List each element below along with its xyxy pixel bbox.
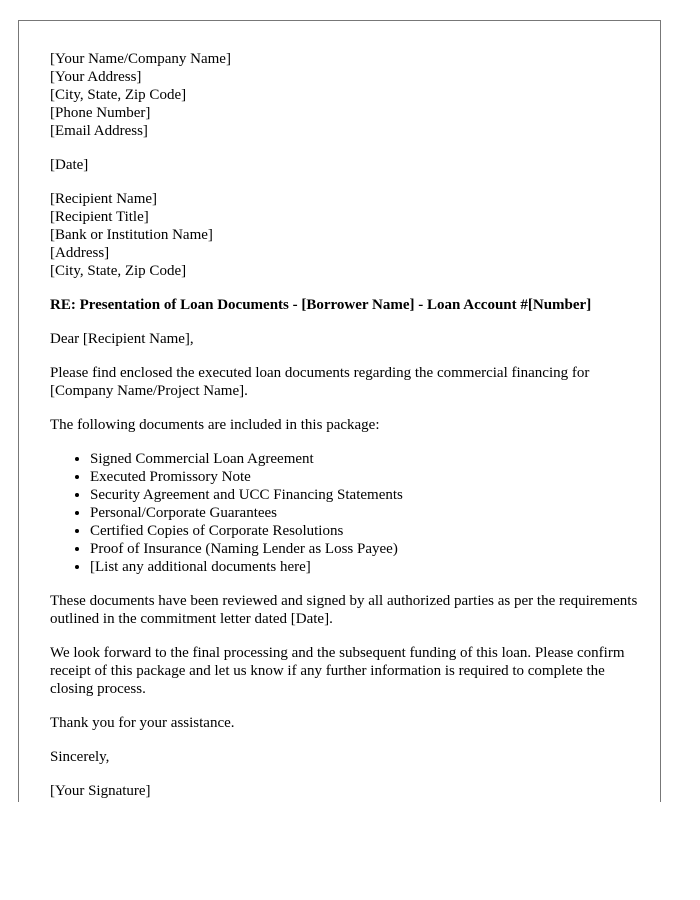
closing-line: Sincerely,: [50, 749, 110, 765]
letter-date: [Date]: [50, 157, 89, 173]
sender-block: [50, 50, 640, 140]
sender-phone: [Phone Number]: [50, 105, 151, 121]
document-list: [50, 450, 640, 576]
review-paragraph: These documents have been reviewed and signed by all authorized parties as per the requirements outlined in the commitment letter dated [Date].: [50, 593, 638, 627]
list-item: • Certified Copies of Corporate Resolutions: [90, 522, 640, 540]
letter-content: [50, 50, 640, 800]
thanks-line: Thank you for your assistance.: [50, 715, 235, 731]
recipient-institution: [Bank or Institution Name]: [50, 227, 213, 243]
list-item: • Security Agreement and UCC Financing Statements: [90, 486, 640, 504]
sender-city-state-zip: [City, State, Zip Code]: [50, 87, 187, 103]
recipient-title: [Recipient Title]: [50, 209, 149, 225]
intro-paragraph: Please find enclosed the executed loan documents regarding the commercial financing for [Company Name/Project Name].: [50, 365, 590, 399]
list-intro: The following documents are included in this package:: [50, 417, 380, 433]
closing-request-paragraph: We look forward to the final processing and the subsequent funding of this loan. Please confirm receipt of this package and let us know if any further information is required to complete the closing process.: [50, 645, 625, 697]
letter-page: [18, 20, 661, 802]
recipient-address: [Address]: [50, 245, 110, 261]
sender-email: [Email Address]: [50, 123, 148, 139]
recipient-name: [Recipient Name]: [50, 191, 158, 207]
list-item: • Proof of Insurance (Naming Lender as Loss Payee): [90, 540, 640, 558]
list-item: • Executed Promissory Note: [90, 468, 640, 486]
list-item: • [List any additional documents here]: [90, 558, 640, 576]
subject-line: RE: Presentation of Loan Documents - [Borrower Name] - Loan Account #[Number]: [50, 297, 592, 313]
list-item: • Signed Commercial Loan Agreement: [90, 450, 640, 468]
recipient-block: [50, 190, 640, 280]
salutation: Dear [Recipient Name],: [50, 331, 194, 347]
sender-address: [Your Address]: [50, 69, 142, 85]
recipient-city-state-zip: [City, State, Zip Code]: [50, 263, 187, 279]
list-item: • Personal/Corporate Guarantees: [90, 504, 640, 522]
signature-line: [Your Signature]: [50, 783, 151, 799]
sender-name: [Your Name/Company Name]: [50, 51, 231, 67]
